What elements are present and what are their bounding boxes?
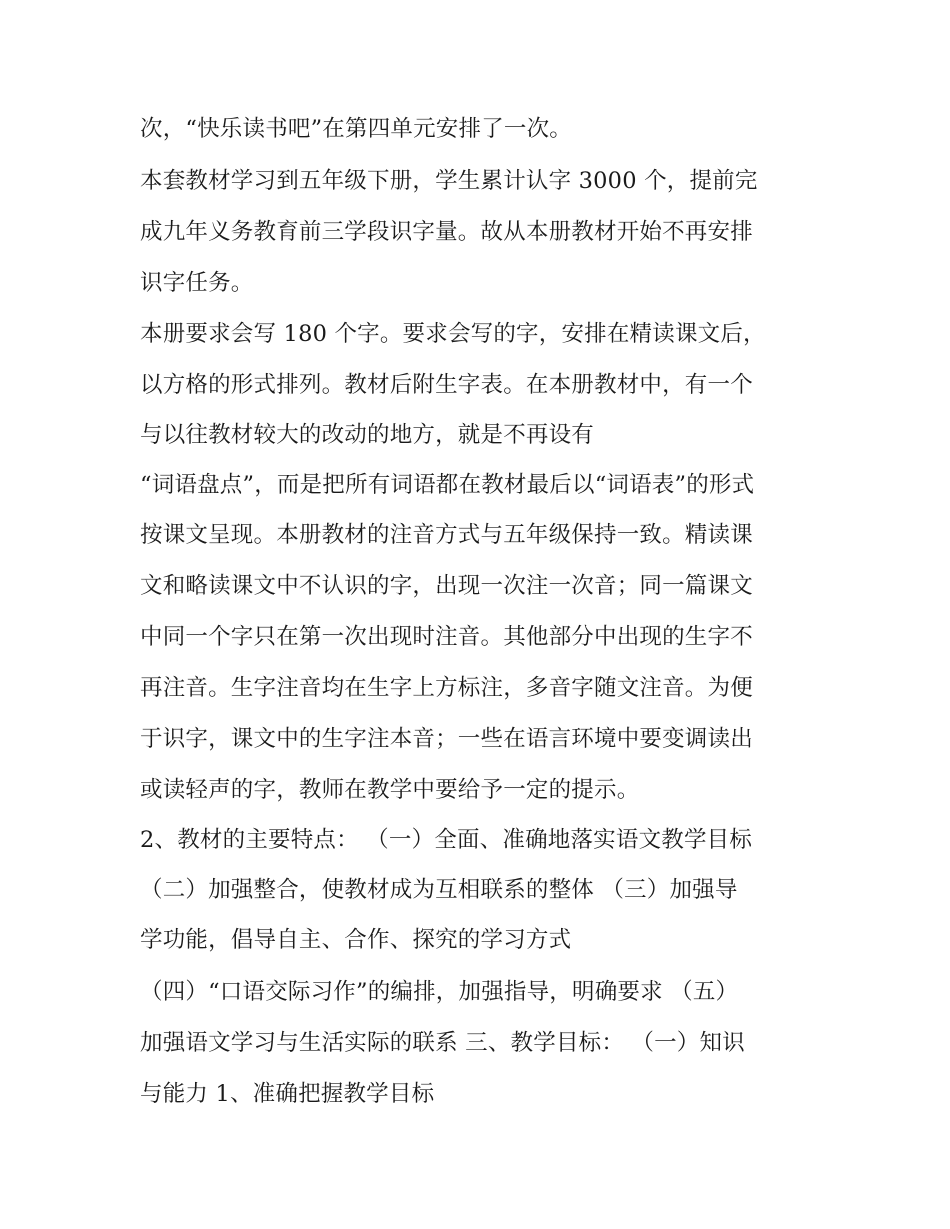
text-line-10: 文和略读课文中不认识的字，出现一次注一次音；同一篇课文 [140,573,753,599]
text-line-12: 再注音。生字注音均在生字上方标注，多音字随文注音。为便 [140,675,753,701]
text-line-19: 加强语文学习与生活实际的联系 三、教学目标： （一）知识 [140,1030,745,1056]
text-line-17: 学功能，倡导自主、合作、探究的学习方式 [140,927,572,953]
text-line-8: “词语盘点”，而是把所有词语都在教材最后以“词语表”的形式 [140,472,755,498]
text-line-1: 次，“快乐读书吧”在第四单元安排了一次。 [140,116,573,142]
text-line-18: （四）“口语交际习作”的编排，加强指导，明确要求 （五） [140,979,739,1005]
text-line-6: 以方格的形式排列。教材后附生字表。在本册教材中，有一个 [140,372,753,398]
text-line-3: 成九年义务教育前三学段识字量。故从本册教材开始不再安排 [140,219,753,245]
text-line-4: 识字任务。 [140,270,254,296]
text-line-9: 按课文呈现。本册教材的注音方式与五年级保持一致。精读课 [140,522,753,548]
text-line-11: 中同一个字只在第一次出现时注音。其他部分中出现的生字不 [140,624,753,650]
text-line-15: 2、教材的主要特点： （一）全面、准确地落实语文教学目标 [140,827,753,853]
text-line-5: 本册要求会写 180 个字。要求会写的字，安排在精读课文后， [140,321,766,347]
text-line-20: 与能力 1、准确把握教学目标 [140,1081,435,1107]
text-line-16: （二）加强整合，使教材成为互相联系的整体 （三）加强导 [140,877,738,903]
text-line-13: 于识字，课文中的生字注本音；一些在语言环境中要变调读出 [140,726,753,752]
text-line-7: 与以往教材较大的改动的地方，就是不再设有 [140,422,595,448]
text-line-14: 或读轻声的字，教师在教学中要给予一定的提示。 [140,777,640,803]
text-line-2: 本套教材学习到五年级下册，学生累计认字 3000 个，提前完 [140,168,758,194]
